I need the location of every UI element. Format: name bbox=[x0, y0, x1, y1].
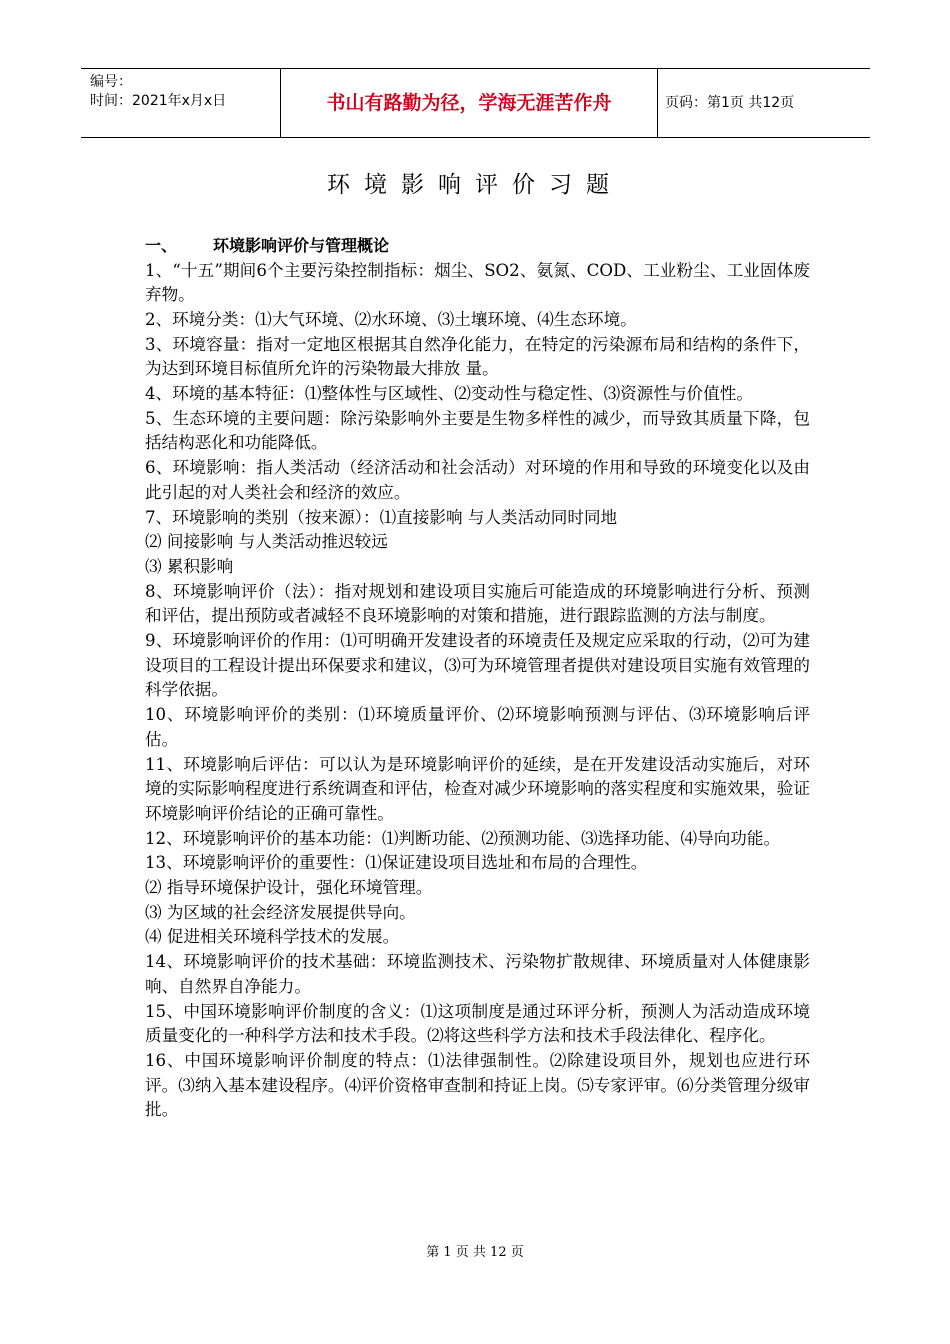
paragraph: 5、生态环境的主要问题：除污染影响外主要是生物多样性的减少，而导致其质量下降，包括结构恶化和功能降低。 bbox=[145, 408, 810, 453]
paragraph: ⑷ 促进相关环境科学技术的发展。 bbox=[145, 927, 400, 947]
section-number: 一、 bbox=[145, 236, 178, 255]
paragraph: 8、环境影响评价（法）：指对规划和建设项目实施后可能造成的环境影响进行分析、预测和评估，提出预防或者减轻不良环境影响的对策和措施，进行跟踪监测的方法与制度。 bbox=[145, 581, 810, 626]
paragraph: 14、环境影响评价的技术基础：环境监测技术、污染物扩散规律、环境质量对人体健康影响、自然界自净能力。 bbox=[145, 952, 810, 996]
paragraph: 2、环境分类：⑴大气环境、⑵水环境、⑶土壤环境、⑷生态环境。 bbox=[145, 309, 637, 329]
header-left-cell bbox=[81, 69, 281, 137]
page-footer: 第 1 页 共 12 页 bbox=[426, 1245, 524, 1260]
page-info: 页码：第1页 共12页 bbox=[665, 95, 795, 111]
number-label: 编号： bbox=[90, 74, 132, 90]
paragraph: 12、环境影响评价的基本功能：⑴判断功能、⑵预测功能、⑶选择功能、⑷导向功能。 bbox=[145, 828, 781, 848]
motto: 书山有路勤为径，学海无涯苦作舟 bbox=[326, 92, 612, 114]
paragraph: 4、环境的基本特征：⑴整体性与区域性、⑵变动性与稳定性、⑶资源性与价值性。 bbox=[145, 384, 753, 404]
section-heading bbox=[145, 234, 810, 259]
paragraph: 1、“十五”期间6个主要污染控制指标：烟尘、SO2、氨氮、COD、工业粉尘、工业固体废弃物。 bbox=[145, 260, 810, 305]
paragraph: 13、环境影响评价的重要性：⑴保证建设项目选址和布局的合理性。 bbox=[145, 853, 648, 873]
paragraph: 10、环境影响评价的类别：⑴环境质量评价、⑵环境影响预测与评估、⑶环境影响后评估。 bbox=[145, 705, 810, 749]
paragraph: 6、环境影响：指人类活动（经济活动和社会活动）对环境的作用和导致的环境变化以及由此引起的对人类社会和经济的效应。 bbox=[145, 458, 810, 502]
paragraph: 7、环境影响的类别（按来源）：⑴直接影响 与人类活动同时同地 bbox=[145, 507, 618, 527]
paragraph: 9、环境影响评价的作用：⑴可明确开发建设者的环境责任及规定应采取的行动，⑵可为建设项目的工程设计提出环保要求和建议，⑶可为环境管理者提供对建设项目实施有效管理的科学依据。 bbox=[145, 631, 810, 700]
paragraph: 16、中国环境影响评价制度的特点：⑴法律强制性。⑵除建设项目外，规划也应进行环评。⑶纳入基本建设程序。⑷评价资格审查制和持证上岗。⑸专家评审。⑹分类管理分级审批。 bbox=[145, 1051, 810, 1120]
paragraph: 15、中国环境影响评价制度的含义：⑴这项制度是通过环评分析，预测人为活动造成环境质量变化的一种科学方法和技术手段。⑵将这些科学方法和技术手段法律化、程序化。 bbox=[145, 1001, 810, 1046]
section-title: 环境影响评价与管理概论 bbox=[213, 236, 390, 255]
paragraph: 11、环境影响后评估：可以认为是环境影响评价的延续，是在开发建设活动实施后，对环境的实际影响程度进行系统调查和评估，检查对减少环境影响的落实程度和实施效果，验证环境影响评价结论的正确可靠性。 bbox=[145, 754, 810, 823]
paragraph-list bbox=[145, 259, 810, 1124]
paragraph: 3、环境容量：指对一定地区根据其自然净化能力，在特定的污染源布局和结构的条件下，为达到环境目标值所允许的污染物最大排放 量。 bbox=[145, 334, 810, 379]
header-right-cell bbox=[658, 69, 870, 137]
paragraph: ⑵ 指导环境保护设计，强化环境管理。 bbox=[145, 878, 433, 898]
paragraph: ⑶ 累积影响 bbox=[145, 556, 234, 576]
page-title: 环境影响评价习题 bbox=[327, 172, 623, 198]
document-body bbox=[145, 234, 810, 1123]
page-header bbox=[81, 68, 870, 138]
time-label: 时间：2021年x月x日 bbox=[90, 93, 227, 109]
header-mid-cell bbox=[281, 69, 658, 137]
paragraph: ⑵ 间接影响 与人类活动推迟较远 bbox=[145, 532, 388, 552]
paragraph: ⑶ 为区域的社会经济发展提供导向。 bbox=[145, 902, 416, 922]
